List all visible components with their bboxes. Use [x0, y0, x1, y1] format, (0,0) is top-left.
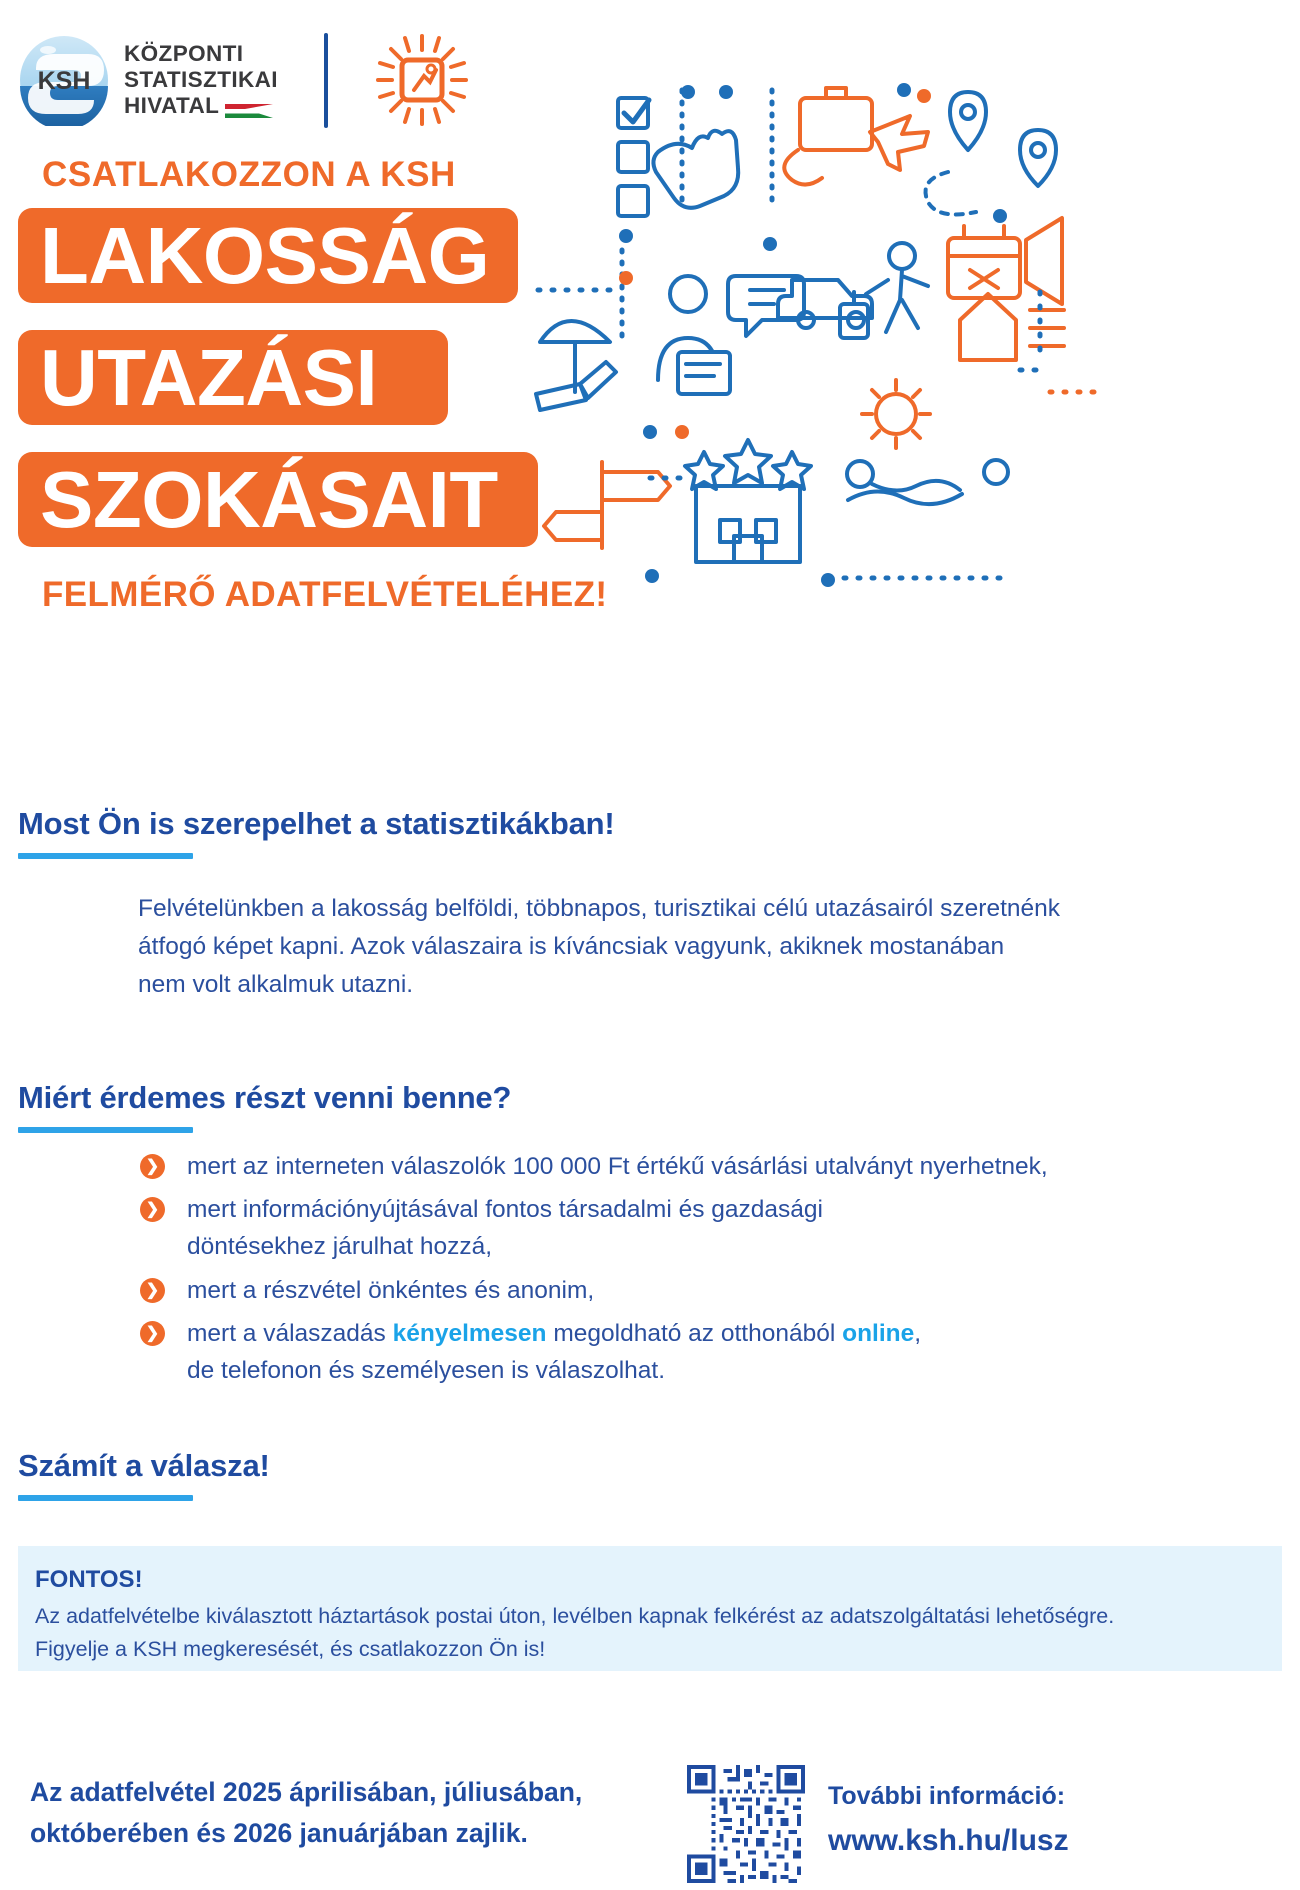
section-title-szamit: Számít a válasza!	[18, 1448, 270, 1483]
website-url[interactable]: www.ksh.hu/lusz	[828, 1824, 1069, 1857]
hero-kicker: CSATLAKOZZON A KSH	[42, 155, 456, 194]
chevron-right-icon: ❯	[140, 1197, 165, 1222]
important-line-1: Az adatfelvételbe kiválasztott háztartások postai úton, levélben kapnak felkérést az adatszolgáltatási lehetőségre.	[35, 1604, 1115, 1628]
bullet-4-line-2: de telefonon és személyesen is válaszolhat.	[187, 1357, 666, 1385]
important-title: FONTOS!	[35, 1566, 143, 1593]
bullet-2-line-1: mert információnyújtásával fontos társadalmi és gazdasági	[187, 1196, 823, 1224]
hero-bar-3: SZOKÁSAIT	[18, 452, 538, 547]
bullet-4-emphasis-online: online	[842, 1319, 915, 1347]
qr-code[interactable]	[687, 1765, 805, 1883]
bullet-text	[187, 1272, 594, 1309]
bullet-4-mid: megoldható az otthonából	[546, 1319, 843, 1347]
bullet-text	[187, 1191, 823, 1265]
bullet-4-line-1	[187, 1315, 921, 1352]
bullet-text	[187, 1148, 1048, 1185]
bullet-2-line-2: döntésekhez járulhat hozzá,	[187, 1233, 493, 1261]
section-rule-1	[18, 853, 193, 859]
bullet-4-emphasis-kenyelmesen: kényelmesen	[392, 1319, 547, 1347]
section-rule-3	[18, 1495, 193, 1501]
list-item	[140, 1191, 1140, 1265]
svg-text:KSH: KSH	[37, 67, 91, 95]
intro-line-1: Felvételünkben a lakosság belföldi, többnapos, turisztikai célú utazásairól szeretnénk	[138, 895, 1061, 922]
section-title-miert: Miért érdemes részt venni benne?	[18, 1080, 512, 1115]
schedule-line-2: októberében és 2026 januárjában zajlik.	[30, 1818, 528, 1849]
bullet-text	[187, 1315, 921, 1389]
org-line-2: STATISZTIKAI	[124, 66, 278, 92]
intro-line-3: nem volt alkalmuk utazni.	[138, 970, 414, 998]
org-line-3: HIVATAL	[124, 93, 220, 119]
section-title-most-on: Most Ön is szerepelhet a statisztikákban!	[18, 806, 615, 841]
important-line-2: Figyelje a KSH megkeresését, és csatlakozzon Ön is!	[35, 1637, 546, 1661]
ksh-logo-icon	[18, 34, 110, 126]
org-name	[124, 41, 278, 120]
tourism-sun-icon	[374, 32, 470, 128]
bullet-4-post: ,	[914, 1319, 922, 1347]
header-divider	[324, 33, 328, 128]
schedule-text	[30, 1772, 582, 1854]
hungarian-flag-icon	[225, 99, 273, 114]
benefits-list	[140, 1148, 1140, 1395]
chevron-right-icon: ❯	[140, 1278, 165, 1303]
list-item	[140, 1148, 1140, 1185]
bullet-4-pre: mert a válaszadás	[187, 1319, 393, 1347]
list-item	[140, 1272, 1140, 1309]
travel-icon-collage	[530, 80, 1290, 610]
more-info-label: További információ:	[828, 1782, 1066, 1810]
brand-header	[18, 25, 470, 135]
section-rule-2	[18, 1127, 193, 1133]
org-line-1: KÖZPONTI	[124, 40, 244, 66]
bullet-1-line-1: mert az interneten válaszolók 100 000 Ft értékű vásárlási utalványt nyerhetnek,	[187, 1153, 1048, 1180]
schedule-line-1: Az adatfelvétel 2025 áprilisában, júliusában,	[30, 1777, 583, 1807]
intro-paragraph	[138, 890, 1088, 1004]
list-item	[140, 1315, 1140, 1389]
hero-bar-1: LAKOSSÁG	[18, 208, 518, 303]
bullet-3-line-1: mert a részvétel önkéntes és anonim,	[187, 1276, 595, 1304]
intro-line-2: átfogó képet kapni. Azok válaszaira is kíváncsiak vagyunk, akiknek mostanában	[138, 932, 1005, 960]
hero-bar-2: UTAZÁSI	[18, 330, 448, 425]
hero-subhead: FELMÉRŐ ADATFELVÉTELÉHEZ!	[42, 575, 608, 614]
chevron-right-icon: ❯	[140, 1321, 165, 1346]
chevron-right-icon: ❯	[140, 1154, 165, 1179]
